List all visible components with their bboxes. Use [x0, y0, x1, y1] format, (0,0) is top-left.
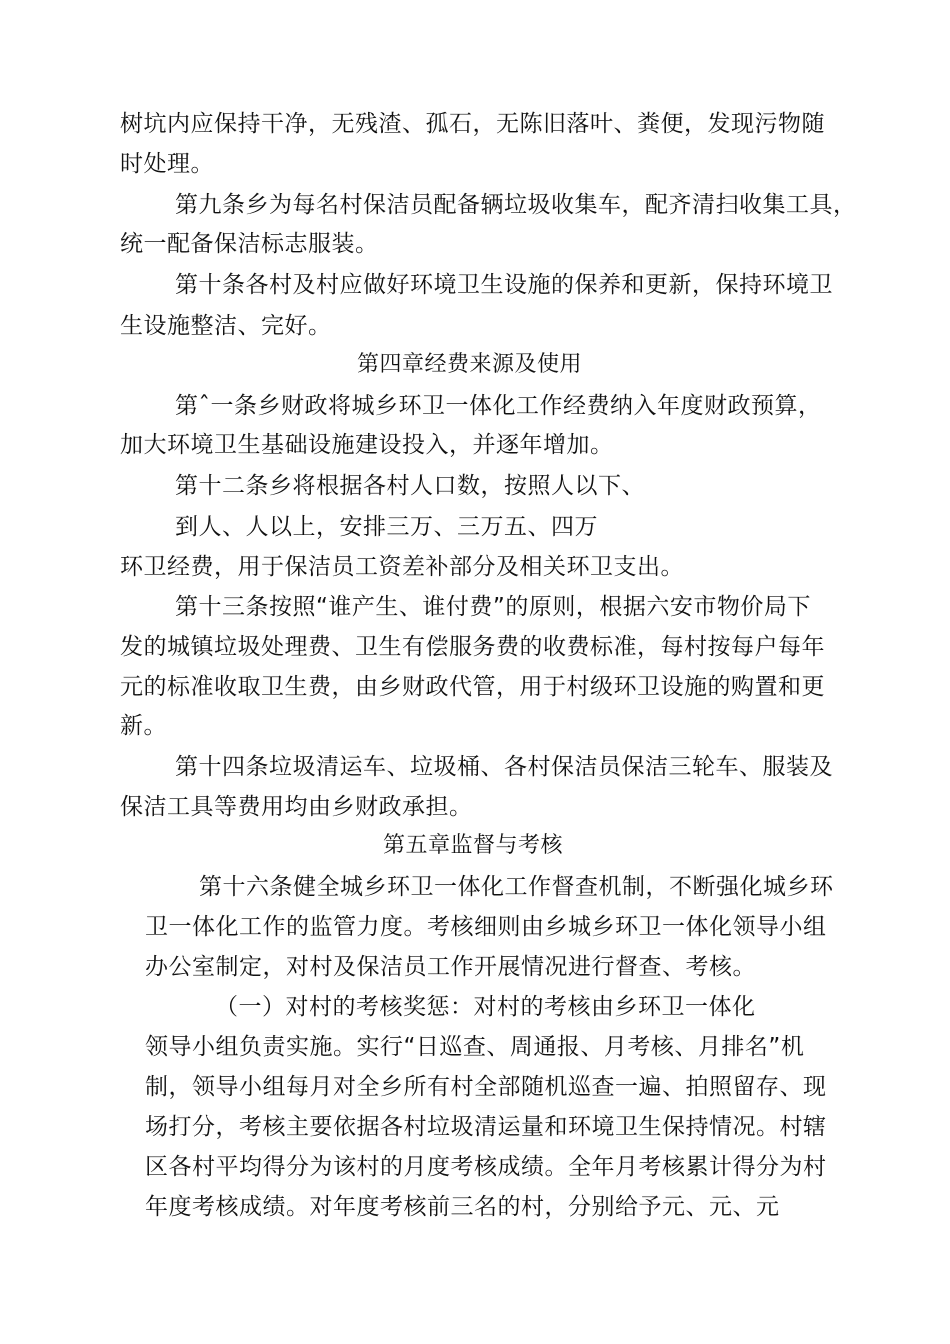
text-line: 领导小组负责实施。实行“日巡查、周通报、月考核、月排名”机	[145, 1034, 805, 1060]
text-line: （一）对村的考核奖惩：对村的考核由乡环卫一体化	[215, 994, 756, 1020]
text-line: 年度考核成绩。对年度考核前三名的村，分别给予元、元、元	[145, 1194, 780, 1220]
text-line: 加大环境卫生基础设施建设投入，并逐年增加。	[120, 432, 614, 458]
text-line: 第十四条垃圾清运车、垃圾桶、各村保洁员保洁三轮车、服装及	[175, 754, 833, 780]
text-line: 保洁工具等费用均由乡财政承担。	[120, 794, 473, 820]
text-line: 到人、人以上，安排三万、三万五、四万	[175, 514, 598, 540]
text-line: 环卫经费，用于保洁员工资差补部分及相关环卫支出。	[120, 554, 684, 580]
text-line: 办公室制定，对村及保洁员工作开展情况进行督查、考核。	[145, 954, 756, 980]
text-line: 场打分，考核主要依据各村垃圾清运量和环境卫生保持情况。村辖	[145, 1114, 827, 1140]
text-line: 生设施整洁、完好。	[120, 313, 332, 339]
text-line: 第十三条按照“谁产生、谁付费”的原则，根据六安市物价局下	[175, 594, 811, 620]
text-line: 制，领导小组每月对全乡所有村全部随机巡查一遍、拍照留存、现	[145, 1074, 827, 1100]
chapter-heading: 第五章监督与考核	[383, 833, 564, 858]
chapter-heading: 第四章经费来源及使用	[357, 352, 583, 377]
text-line: 时处理。	[120, 151, 214, 177]
text-line: 第九条乡为每名村保洁员配备辆垃圾收集车，配齐清扫收集工具，	[175, 192, 857, 218]
text-line: 第ˆ一条乡财政将城乡环卫一体化工作经费纳入年度财政预算，	[175, 393, 822, 419]
text-line: 统一配备保洁标志服装。	[120, 231, 379, 257]
text-line: 发的城镇垃圾处理费、卫生有偿服务费的收费标准，每村按每户每年	[120, 634, 825, 660]
text-line: 区各村平均得分为该村的月度考核成绩。全年月考核累计得分为村	[145, 1154, 827, 1180]
text-line: 第十条各村及村应做好环境卫生设施的保养和更新，保持环境卫	[175, 272, 833, 298]
text-line: 第十二条乡将根据各村人口数，按照人以下、	[175, 473, 645, 499]
text-line: 第十六条健全城乡环卫一体化工作督查机制，不断强化城乡环	[199, 874, 834, 900]
text-line: 新。	[120, 713, 167, 739]
text-line: 元的标准收取卫生费，由乡财政代管，用于村级环卫设施的购置和更	[120, 674, 825, 700]
text-line: 卫一体化工作的监管力度。考核细则由乡城乡环卫一体化领导小组	[145, 914, 827, 940]
text-line: 树坑内应保持干净，无残渣、孤石，无陈旧落叶、粪便，发现污物随	[120, 111, 825, 137]
